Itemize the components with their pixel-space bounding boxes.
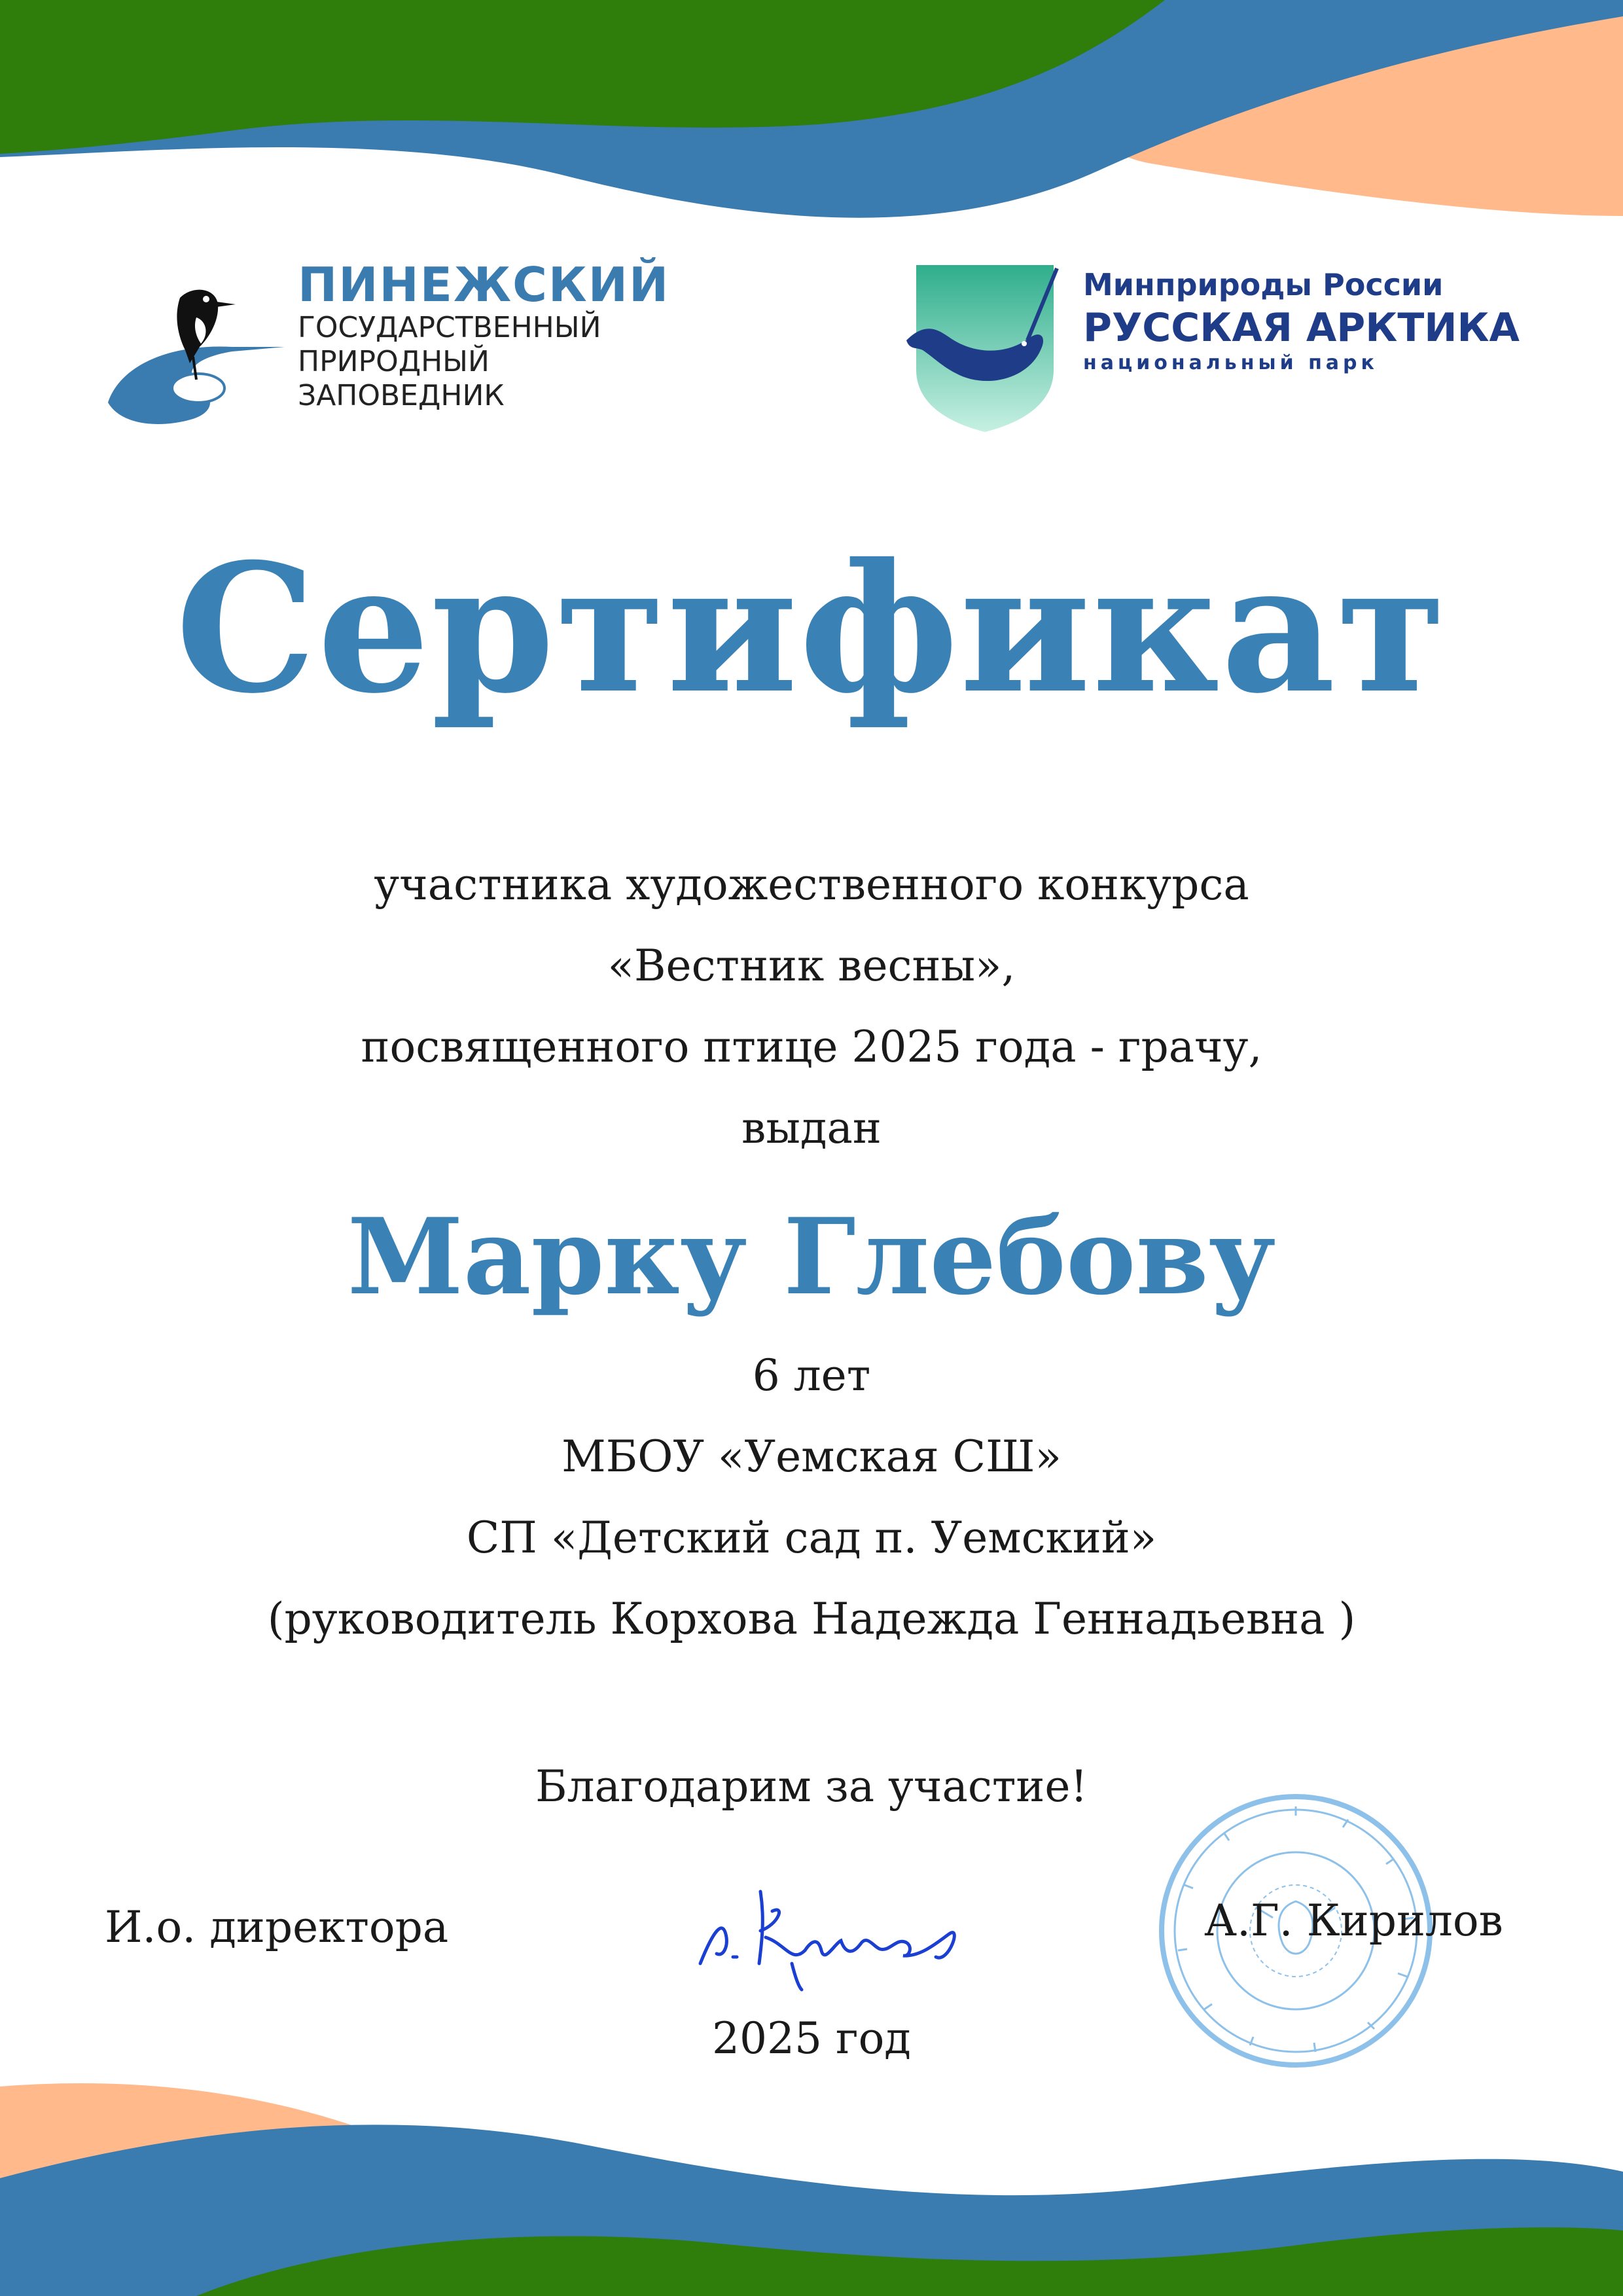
recipient-details bbox=[0, 1335, 1623, 1660]
issue-year: 2025 год bbox=[712, 2013, 911, 2064]
description-line3: посвященного птице 2025 года - грачу, bbox=[361, 1022, 1262, 1072]
recipient-supervisor: (руководитель Корхова Надежда Геннадьевна ) bbox=[267, 1594, 1356, 1644]
logo-right-line1: Минприроды России bbox=[1083, 267, 1444, 302]
logo-right-line2: РУССКАЯ АРКТИКА bbox=[1083, 305, 1520, 351]
narwhal-eye bbox=[1022, 341, 1027, 346]
signatory-role: И.о. директора bbox=[105, 1902, 449, 1952]
recipient-unit: СП «Детский сад п. Уемский» bbox=[466, 1513, 1157, 1563]
logo-left-line1: ПИНЕЖСКИЙ bbox=[298, 257, 670, 312]
description-line2: «Вестник весны», bbox=[607, 941, 1016, 991]
certificate-description bbox=[0, 844, 1623, 1169]
logo-snow-mound bbox=[172, 374, 224, 403]
pinezhsky-reserve-logo bbox=[101, 257, 670, 435]
signatory-name: А.Г. Кирилов bbox=[1204, 1895, 1503, 1946]
recipient-school: МБОУ «Уемская СШ» bbox=[562, 1431, 1061, 1482]
logo-left-line2: ГОСУДАРСТВЕННЫЙ bbox=[298, 311, 601, 344]
certificate-title: Сертификат bbox=[175, 524, 1448, 732]
signature-scribble bbox=[687, 1865, 1001, 1996]
narwhal-shield-icon bbox=[893, 259, 1070, 435]
logo-bird-beak bbox=[217, 302, 236, 307]
recipient-name: Марку Глебову bbox=[347, 1195, 1276, 1318]
bottom-wave-decoration bbox=[0, 2047, 1623, 2296]
logo-right-line3: национальный парк bbox=[1083, 351, 1378, 374]
magpie-bird-icon bbox=[101, 272, 291, 429]
logo-left-line3: ПРИРОДНЫЙ bbox=[298, 345, 490, 378]
logo-bird-eye bbox=[203, 296, 209, 302]
description-line1: участника художественного конкурса bbox=[374, 859, 1249, 910]
logo-left-line4: ЗАПОВЕДНИК bbox=[298, 379, 505, 412]
recipient-age: 6 лет bbox=[752, 1350, 871, 1401]
thanks-text: Благодарим за участие! bbox=[535, 1761, 1088, 1812]
russian-arctic-park-logo bbox=[893, 259, 1522, 442]
description-line4: выдан bbox=[741, 1103, 882, 1153]
